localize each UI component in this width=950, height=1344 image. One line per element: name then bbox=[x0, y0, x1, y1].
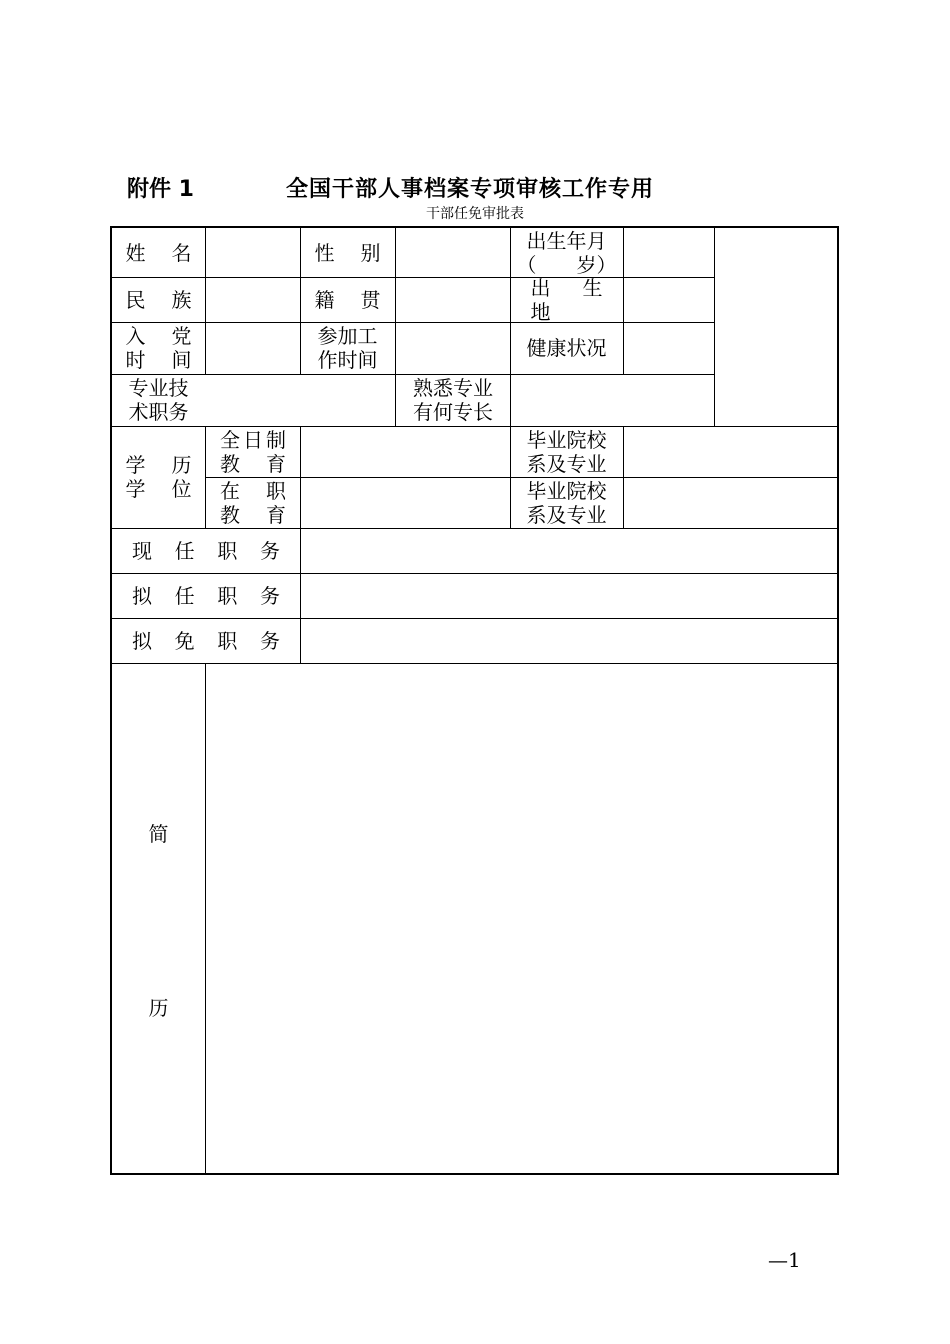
input-school-parttime[interactable] bbox=[624, 477, 837, 528]
input-tech-title[interactable] bbox=[206, 374, 395, 426]
attachment-label: 附件 1 bbox=[127, 177, 194, 202]
input-ethnicity[interactable] bbox=[206, 277, 300, 322]
form-subtitle: 干部任免审批表 bbox=[426, 206, 524, 222]
photo-area[interactable] bbox=[715, 228, 837, 426]
input-specialty[interactable] bbox=[511, 374, 714, 426]
label-birthplace: 出 生 地 bbox=[530, 275, 603, 324]
page-number: —1 bbox=[768, 1248, 801, 1272]
label-school-fulltime: 毕业院校 系及专业 bbox=[526, 427, 607, 476]
label-specialty: 熟悉专业 有何专长 bbox=[413, 376, 493, 424]
label-parttime-education: 在 职 教 育 bbox=[220, 478, 286, 527]
input-work-start-date[interactable] bbox=[396, 322, 510, 374]
label-tech-title: 专业技 术职务 bbox=[128, 376, 189, 424]
label-birth-date: 出生年月 （ 岁） bbox=[516, 228, 617, 277]
input-party-join-date[interactable] bbox=[206, 322, 300, 374]
label-education-degree: 学 历 学 位 bbox=[125, 453, 192, 501]
label-ethnicity: 民 族 bbox=[125, 287, 192, 312]
label-current-post: 现 任 职 务 bbox=[132, 538, 280, 563]
label-fulltime-education: 全日制 教 育 bbox=[220, 427, 286, 476]
label-school-parttime: 毕业院校 系及专业 bbox=[526, 478, 607, 527]
label-resume bbox=[112, 663, 205, 1173]
label-gender: 性 别 bbox=[314, 240, 381, 265]
label-party-join-date: 入 党 时 间 bbox=[125, 324, 192, 372]
label-proposed-post: 拟 任 职 务 bbox=[132, 583, 280, 608]
resume-char-1: 简 bbox=[148, 822, 169, 846]
label-native-place: 籍 贯 bbox=[314, 287, 381, 312]
label-name: 姓 名 bbox=[125, 240, 192, 265]
input-proposed-removal[interactable] bbox=[301, 618, 837, 663]
label-proposed-removal: 拟 免 职 务 bbox=[132, 628, 280, 653]
input-resume[interactable] bbox=[206, 663, 837, 1173]
input-name[interactable] bbox=[206, 228, 300, 277]
label-health: 健康状况 bbox=[526, 336, 607, 360]
input-fulltime-education[interactable] bbox=[301, 426, 510, 477]
page-title: 全国干部人事档案专项审核工作专用 bbox=[286, 177, 655, 202]
input-proposed-post[interactable] bbox=[301, 573, 837, 618]
resume-char-2: 历 bbox=[148, 996, 169, 1020]
input-parttime-education[interactable] bbox=[301, 477, 510, 528]
input-school-fulltime[interactable] bbox=[624, 426, 837, 477]
label-work-start-date: 参加工 作时间 bbox=[317, 324, 378, 372]
input-current-post[interactable] bbox=[301, 528, 837, 573]
input-birthplace[interactable] bbox=[624, 277, 714, 322]
input-native-place[interactable] bbox=[396, 277, 510, 322]
input-birth-date[interactable] bbox=[624, 228, 714, 277]
approval-form-table bbox=[110, 226, 839, 1175]
input-health[interactable] bbox=[624, 322, 714, 374]
input-gender[interactable] bbox=[396, 228, 510, 277]
